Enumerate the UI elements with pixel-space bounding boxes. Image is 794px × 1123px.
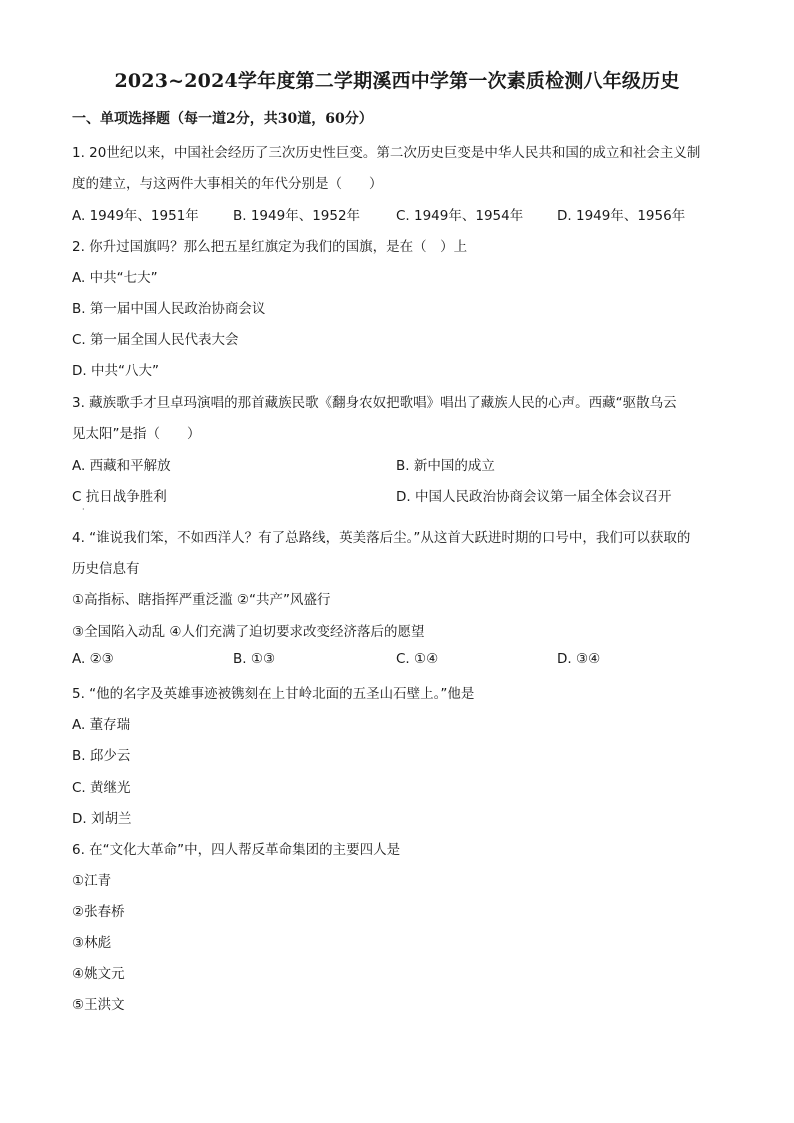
q2-option-d: D. 中共“八大” xyxy=(72,363,159,379)
q1-option-a: A. 1949年、1951年 xyxy=(72,208,199,224)
q1-option-c: C. 1949年、1954年 xyxy=(396,208,524,224)
q5-option-c: C. 黄继光 xyxy=(72,780,131,796)
q4-option-d: D. ③④ xyxy=(557,651,601,667)
q4-items-line2: ③全国陷入动乱 ④人们充满了迫切要求改变经济落后的愿望 xyxy=(72,624,425,640)
stray-dot-mark: · xyxy=(82,505,85,514)
q1-stem-line2: 度的建立，与这两件大事相关的年代分别是（ ） xyxy=(72,176,383,192)
section-heading: 一、单项选择题（每一道2分，共30道，60分） xyxy=(72,111,373,127)
q1-option-d: D. 1949年、1956年 xyxy=(557,208,686,224)
q3-stem-line2: 见太阳”是指（ ） xyxy=(72,426,201,442)
q4-option-b: B. ①③ xyxy=(233,651,276,667)
q3-option-a: A. 西藏和平解放 xyxy=(72,458,171,474)
q1-option-b: B. 1949年、1952年 xyxy=(233,208,361,224)
q3-option-d: D. 中国人民政治协商会议第一届全体会议召开 xyxy=(396,489,672,505)
q4-stem-line1: 4. “谁说我们笨，不如西洋人？有了总路线，英美落后尘。”从这首大跃进时期的口号中，我们可以获取的 xyxy=(72,530,691,546)
q4-option-a: A. ②③ xyxy=(72,651,114,667)
q6-stem: 6. 在“文化大革命”中，四人帮反革命集团的主要四人是 xyxy=(72,842,401,858)
q5-stem: 5. “他的名字及英雄事迹被镌刻在上甘岭北面的五圣山石壁上。”他是 xyxy=(72,686,475,702)
q4-option-c: C. ①④ xyxy=(396,651,439,667)
q6-item-4: ④姚文元 xyxy=(72,966,125,982)
q2-option-a: A. 中共“七大” xyxy=(72,270,158,286)
q6-item-3: ③林彪 xyxy=(72,935,112,951)
q3-option-c: C 抗日战争胜利 xyxy=(72,489,167,505)
page-title: 2023~2024学年度第二学期溪西中学第一次素质检测八年级历史 xyxy=(114,70,680,92)
q1-stem-line1: 1. 20世纪以来，中国社会经历了三次历史性巨变。第二次历史巨变是中华人民共和国的成立和社会主义制 xyxy=(72,145,701,161)
q4-stem-line2: 历史信息有 xyxy=(72,561,140,577)
q2-option-b: B. 第一届中国人民政治协商会议 xyxy=(72,301,266,317)
q3-stem-line1: 3. 藏族歌手才旦卓玛演唱的那首藏族民歌《翻身农奴把歌唱》唱出了藏族人民的心声。西藏“驱散乌云 xyxy=(72,395,677,411)
q4-items-line1: ①高指标、瞎指挥严重泛滥 ②“共产”风盛行 xyxy=(72,592,331,608)
q6-item-5: ⑤王洪文 xyxy=(72,997,125,1013)
q5-option-d: D. 刘胡兰 xyxy=(72,811,132,827)
q5-option-a: A. 董存瑞 xyxy=(72,717,131,733)
q2-stem: 2. 你升过国旗吗？那么把五星红旗定为我们的国旗，是在（ ）上 xyxy=(72,239,468,255)
q6-item-1: ①江青 xyxy=(72,873,112,889)
q3-option-b: B. 新中国的成立 xyxy=(396,458,495,474)
q5-option-b: B. 邱少云 xyxy=(72,748,131,764)
q6-item-2: ②张春桥 xyxy=(72,904,125,920)
q2-option-c: C. 第一届全国人民代表大会 xyxy=(72,332,239,348)
